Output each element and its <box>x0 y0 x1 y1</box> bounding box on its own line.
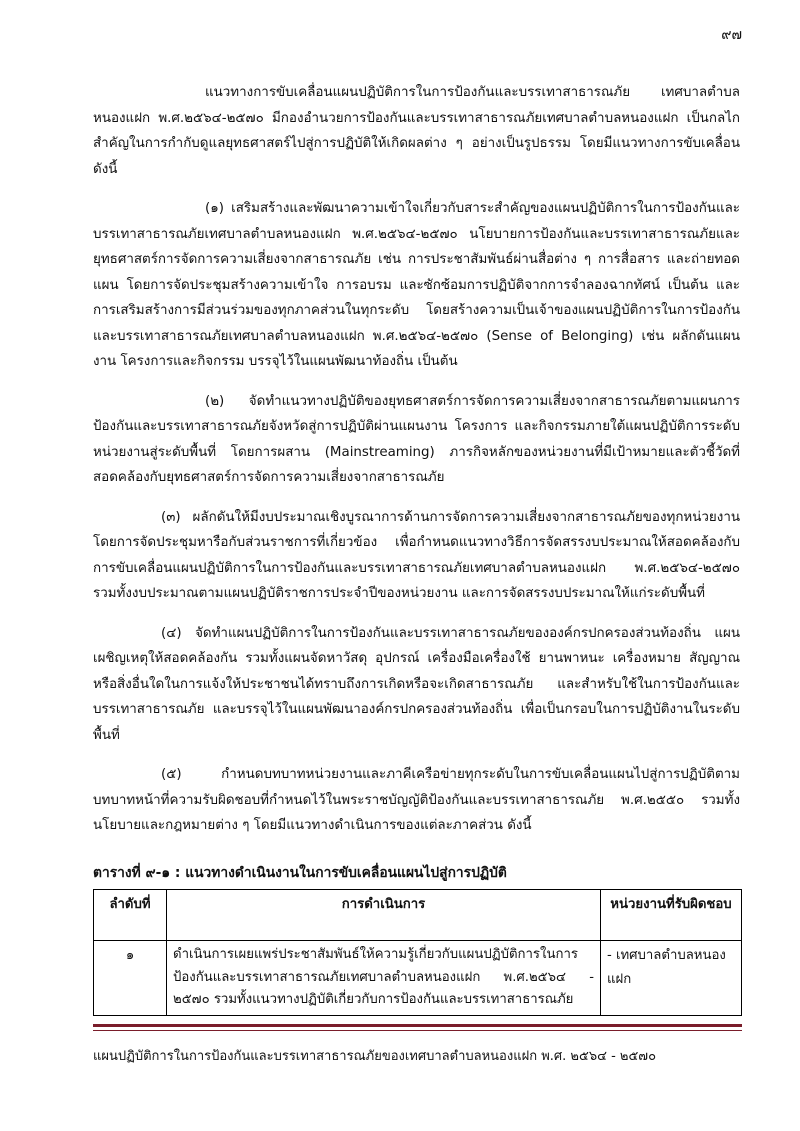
header-action: การดำเนินการ <box>167 890 601 941</box>
header-unit: หน่วยงานที่รับผิดชอบ <box>601 890 742 941</box>
table-header-row <box>94 890 742 941</box>
item-5-paragraph: (๕) กำหนดบทบาทหน่วยงานและภาคีเครือข่ายทุกระดับในการขับเคลื่อนแผนไปสู่การปฏิบัติตามบทบาทหน้าที่ความรับผิดชอบที่กำหนดไว้ในพระราชบัญญัติป้องกันและบรรเทาสาธารณภัย พ.ศ.๒๕๕๐ รวมทั้งนโยบายและกฎหมายต่าง ๆ โดยมีแนวทางดำเนินการของแต่ละภาคส่วน ดังนี้ <box>93 767 740 833</box>
row-action: ดำเนินการเผยแพร่ประชาสัมพันธ์ให้ความรู้เกี่ยวกับแผนปฏิบัติการในการป้องกันและบรรเทาสาธารณภัยเทศบาลตำบลหนองแฝก พ.ศ.๒๕๖๔ - ๒๕๗๐ รวมทั้งแนวทางปฏิบัติเกี่ยวกับการป้องกันและบรรเทาสาธารณภัย <box>167 941 601 1016</box>
body-text <box>93 80 740 839</box>
header-no: ลำดับที่ <box>94 890 167 941</box>
action-table <box>93 889 742 1016</box>
item-1-paragraph: (๑) เสริมสร้างและพัฒนาความเข้าใจเกี่ยวกับสาระสำคัญของแผนปฏิบัติการในการป้องกันและบรรเทาสาธารณภัยเทศบาลตำบลหนองแฝก พ.ศ.๒๕๖๔-๒๕๗๐ นโยบายการป้องกันและบรรเทาสาธารณภัยและยุทธศาสตร์การจัดการความเสี่ยงจากสาธารณภัย เช่น การประชาสัมพันธ์ผ่านสื่อต่าง ๆ การสื่อสาร และถ่ายทอดแผน โดยการจัดประชุมสร้างความเข้าใจ การอบรม และซักซ้อมการปฏิบัติจากการจำลองฉากทัศน์ เป็นต้น และการเสริมสร้างการมีส่วนร่วมของทุกภาคส่วนในทุกระดับ โดยสร้างความเป็นเจ้าของแผนปฏิบัติการในการป้องกันและบรรเทาสาธารณภัยเทศบาลตำบลหนองแฝก พ.ศ.๒๕๖๔-๒๕๗๐ (Sense of Belonging) เช่น ผลักดันแผนงาน โครงการและกิจกรรม บรรจุไว้ในแผนพัฒนาท้องถิ่น เป็นต้น <box>93 201 740 369</box>
row-no: ๑ <box>94 941 167 1016</box>
footer-divider-thin <box>93 1030 742 1031</box>
table-row <box>94 941 742 1016</box>
item-4-paragraph: (๔) จัดทำแผนปฏิบัติการในการป้องกันและบรรเทาสาธารณภัยขององค์กรปกครองส่วนท้องถิ่น แผนเผชิญเหตุให้สอดคล้องกัน รวมทั้งแผนจัดหาวัสดุ อุปกรณ์ เครื่องมือเครื่องใช้ ยานพาหนะ เครื่องหมาย สัญญาณหรือสิ่งอื่นใดในการแจ้งให้ประชาชนได้ทราบถึงการเกิดหรือจะเกิดสาธารณภัย และสำหรับใช้ในการป้องกันและบรรเทาสาธารณภัย และบรรจุไว้ในแผนพัฒนาองค์กรปกครองส่วนท้องถิ่น เพื่อเป็นกรอบในการปฏิบัติงานในระดับพื้นที่ <box>93 625 740 743</box>
row-unit: - เทศบาลตำบลหนองแฝก <box>601 941 742 1016</box>
footer-text: แผนปฏิบัติการในการป้องกันและบรรเทาสาธารณภัยของเทศบาลตำบลหนองแฝก พ.ศ. ๒๕๖๔ - ๒๕๗๐ <box>93 1049 657 1064</box>
intro-paragraph: แนวทางการขับเคลื่อนแผนปฏิบัติการในการป้องกันและบรรเทาสาธารณภัย เทศบาลตำบลหนองแฝก พ.ศ.๒๕๖๔-๒๕๗๐ มีกองอำนวยการป้องกันและบรรเทาสาธารณภัยเทศบาลตำบลหนองแฝก เป็นกลไกสำคัญในการกำกับดูแลยุทธศาสตร์ไปสู่การปฏิบัติให้เกิดผลต่าง ๆ อย่างเป็นรูปธรรม โดยมีแนวทางการขับเคลื่อน ดังนี้ <box>93 85 740 177</box>
page-number: ๙๗ <box>721 27 742 43</box>
table-title: ตารางที่ ๙-๑ : แนวทางดำเนินงานในการขับเคลื่อนแผนไปสู่การปฏิบัติ <box>93 865 507 881</box>
footer-divider <box>93 1024 742 1027</box>
item-2-paragraph: (๒) จัดทำแนวทางปฏิบัติของยุทธศาสตร์การจัดการความเสี่ยงจากสาธารณภัยตามแผนการป้องกันและบรรเทาสาธารณภัยจังหวัดสู่การปฏิบัติผ่านแผนงาน โครงการ และกิจกรรมภายใต้แผนปฏิบัติการระดับหน่วยงานสู่ระดับพื้นที่ โดยการผสาน (Mainstreaming) ภารกิจหลักของหน่วยงานที่มีเป้าหมายและตัวชี้วัดที่สอดคล้องกับยุทธศาสตร์การจัดการความเสี่ยงจากสาธารณภัย <box>93 393 740 485</box>
item-3-paragraph: (๓) ผลักดันให้มีงบประมาณเชิงบูรณาการด้านการจัดการความเสี่ยงจากสาธารณภัยของทุกหน่วยงาน โดยการจัดประชุมหารือกับส่วนราชการที่เกี่ยวข้อง เพื่อกำหนดแนวทางวิธีการจัดสรรงบประมาณให้สอดคล้องกับการขับเคลื่อนแผนปฏิบัติการในการป้องกันและบรรเทาสาธารณภัยเทศบาลตำบลหนองแฝก พ.ศ.๒๕๖๔-๒๕๗๐ รวมทั้งงบประมาณตามแผนปฏิบัติราชการประจำปีของหน่วยงาน และการจัดสรรงบประมาณให้แก่ระดับพื้นที่ <box>93 509 740 601</box>
